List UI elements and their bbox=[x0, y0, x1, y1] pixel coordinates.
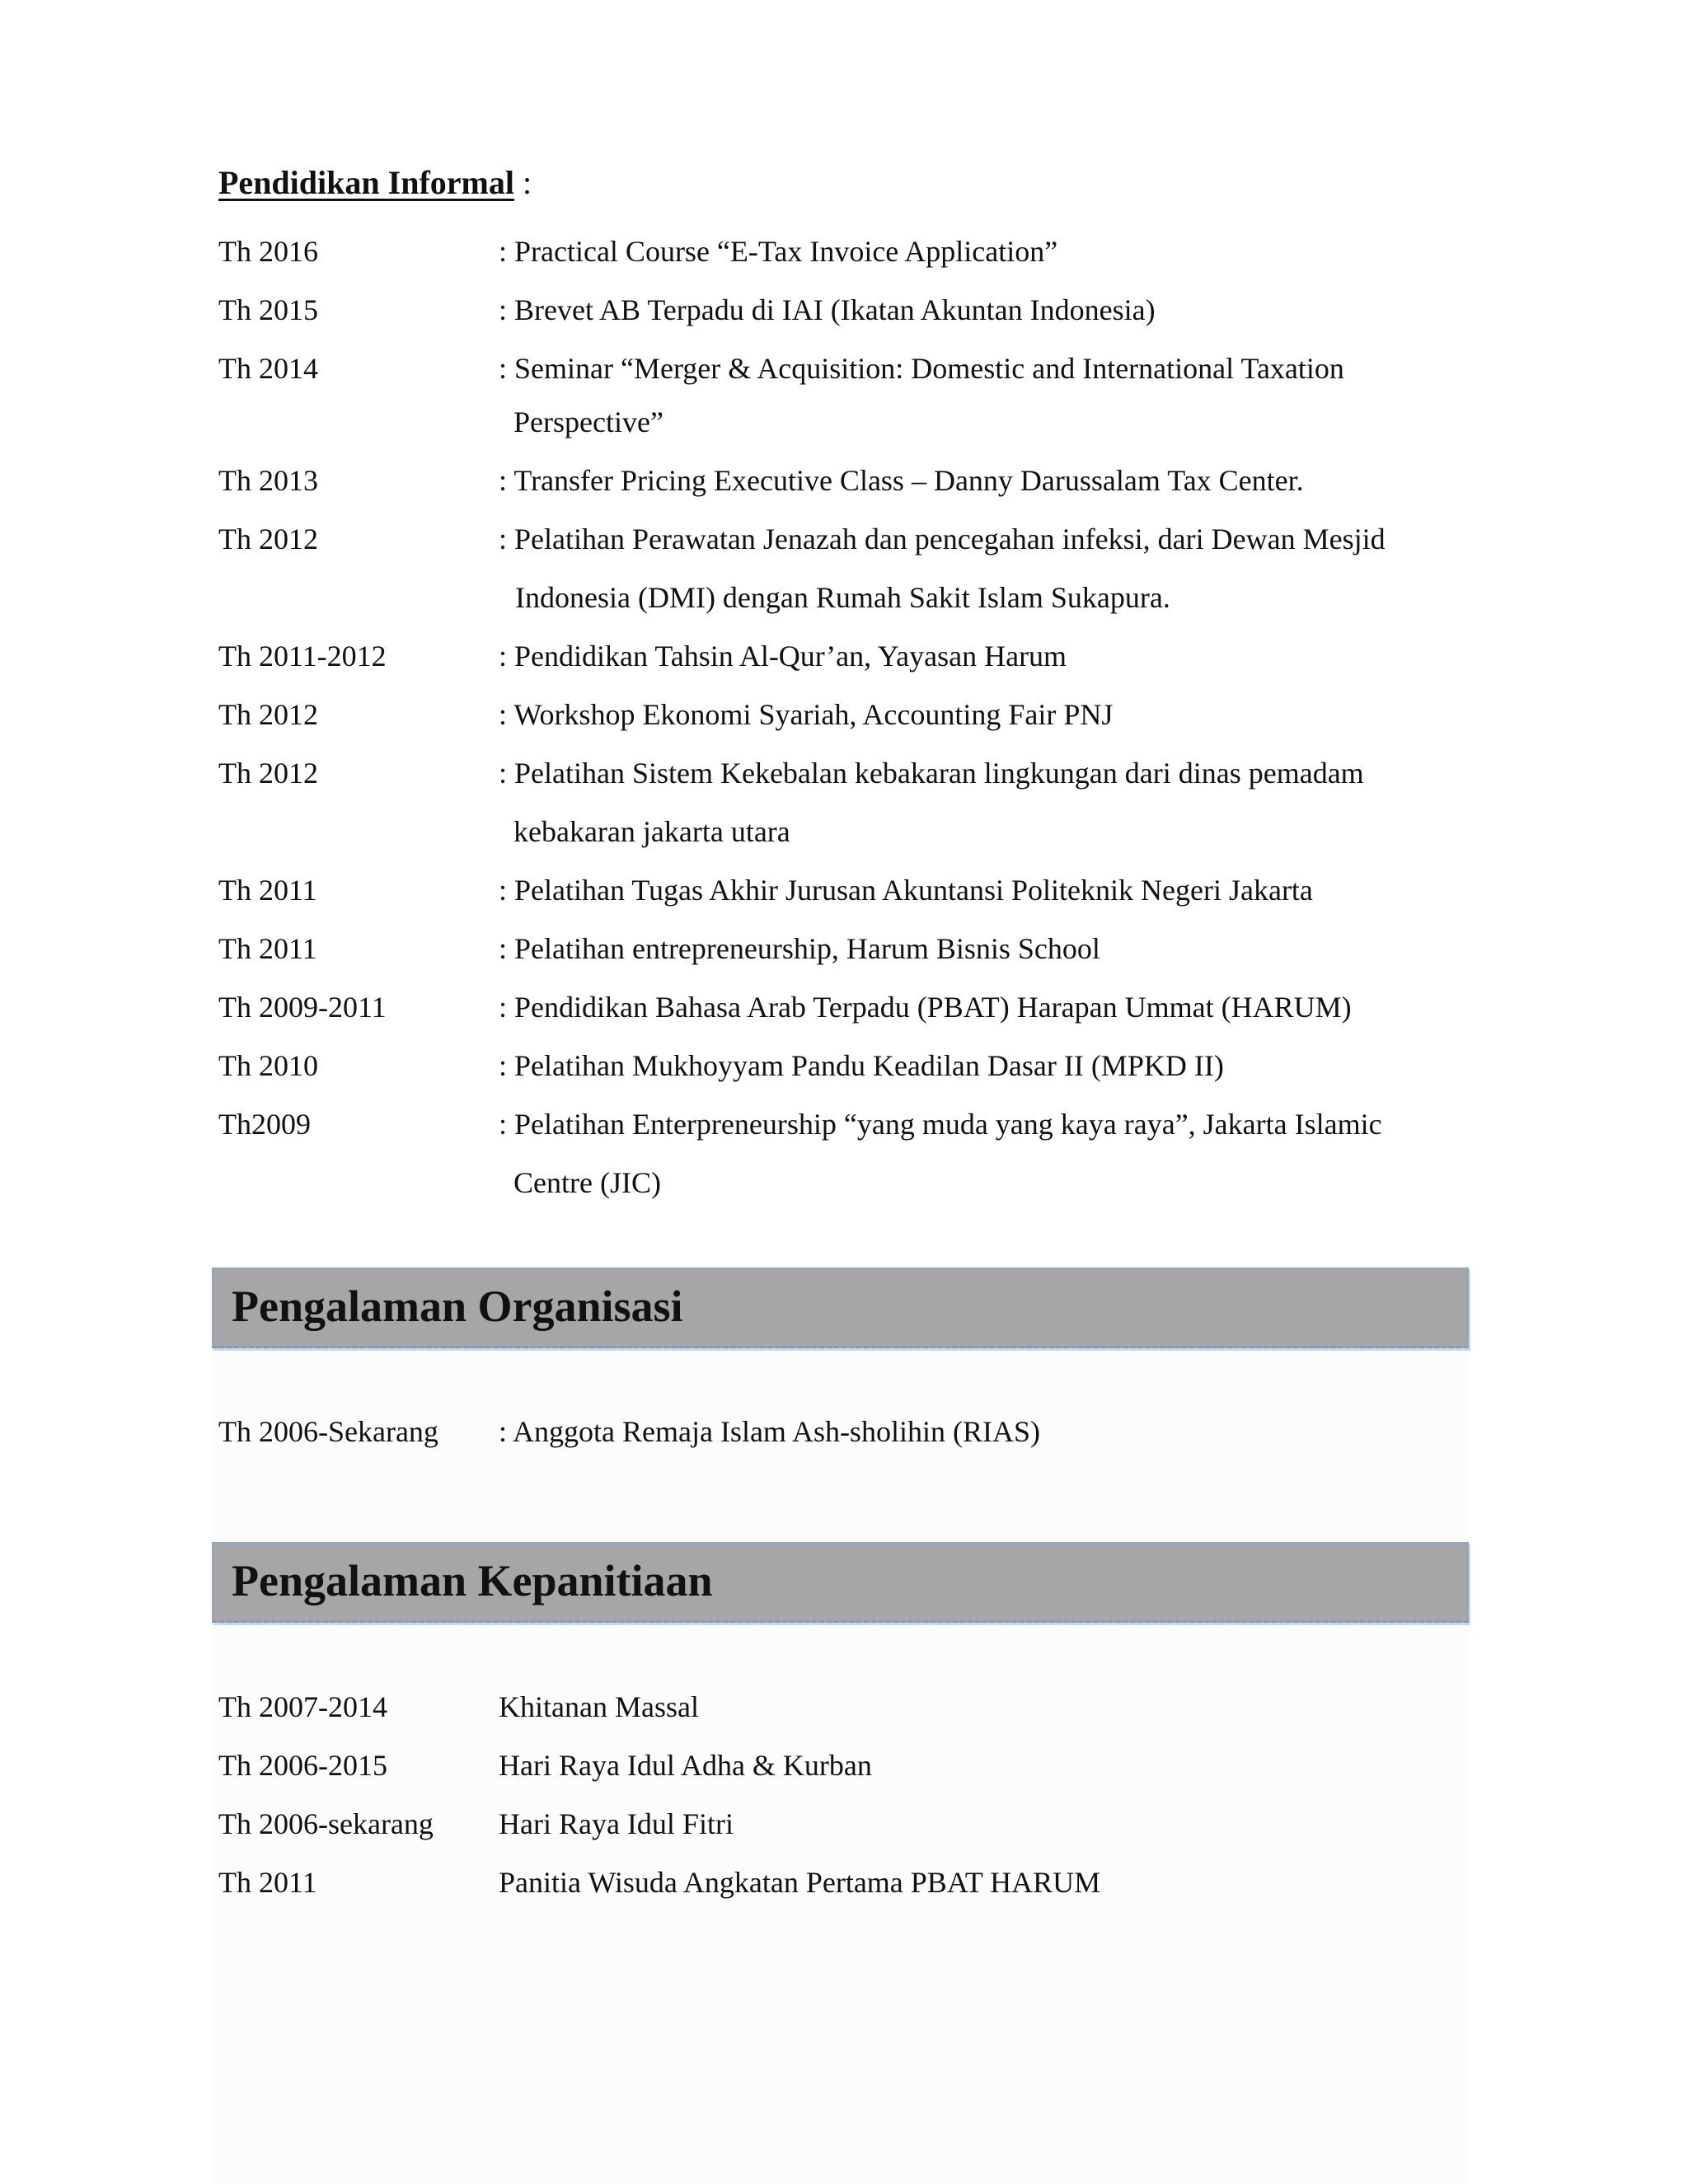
list-item bbox=[218, 1037, 1455, 1095]
list-item bbox=[218, 920, 1455, 978]
entry-year: Th 2007-2014 bbox=[218, 1690, 387, 1723]
entry-year: Th 2015 bbox=[218, 293, 318, 326]
entry-year: Th 2006-2015 bbox=[218, 1749, 387, 1782]
entry-year: Th 2009-2011 bbox=[218, 991, 387, 1024]
entry-description: : Pelatihan entrepreneurship, Harum Bisnis School bbox=[499, 932, 1100, 965]
list-item bbox=[218, 627, 1455, 686]
committee-experience-banner bbox=[212, 1542, 1469, 1623]
entry-description-continued: Indonesia (DMI) dengan Rumah Sakit Islam Sukapura. bbox=[515, 581, 1170, 614]
list-item bbox=[218, 686, 1455, 744]
heading-colon: : bbox=[513, 164, 532, 201]
list-item bbox=[218, 744, 1455, 861]
entry-description: Panitia Wisuda Angkatan Pertama PBAT HARUM bbox=[499, 1866, 1101, 1899]
list-item bbox=[218, 510, 1455, 627]
list-item bbox=[218, 340, 1455, 452]
committee-experience-list bbox=[218, 1678, 1455, 1912]
entry-description: : Seminar “Merger & Acquisition: Domestic and International Taxation bbox=[499, 352, 1344, 385]
entry-year: Th 2011-2012 bbox=[218, 640, 387, 673]
entry-description: : Brevet AB Terpadu di IAI (Ikatan Akuntan Indonesia) bbox=[499, 293, 1156, 326]
entry-description: : Practical Course “E-Tax Invoice Application” bbox=[499, 235, 1058, 268]
entry-year: Th 2006-sekarang bbox=[218, 1807, 434, 1840]
informal-education-heading bbox=[218, 163, 532, 202]
entry-year: Th 2012 bbox=[218, 523, 318, 555]
organization-experience-title: Pengalaman Organisasi bbox=[232, 1282, 683, 1331]
entry-description: : Transfer Pricing Executive Class – Danny Darussalam Tax Center. bbox=[499, 464, 1304, 497]
informal-education-list bbox=[218, 223, 1455, 1212]
entry-description: : Pelatihan Mukhoyyam Pandu Keadilan Dasar II (MPKD II) bbox=[499, 1049, 1224, 1082]
entry-description: : Pelatihan Perawatan Jenazah dan pencegahan infeksi, dari Dewan Mesjid bbox=[499, 523, 1386, 555]
entry-year: Th 2010 bbox=[218, 1049, 318, 1082]
entry-description: Hari Raya Idul Fitri bbox=[499, 1807, 734, 1840]
entry-description: : Pelatihan Sistem Kekebalan kebakaran lingkungan dari dinas pemadam bbox=[499, 757, 1364, 790]
entry-year: Th 2006-Sekarang bbox=[218, 1415, 438, 1448]
entry-description: : Anggota Remaja Islam Ash-sholihin (RIAS) bbox=[499, 1415, 1040, 1448]
entry-description-continued: Perspective” bbox=[513, 405, 663, 438]
list-item bbox=[218, 1736, 1455, 1795]
list-item bbox=[218, 978, 1455, 1037]
entry-description-continued: kebakaran jakarta utara bbox=[513, 815, 790, 848]
entry-description: : Workshop Ekonomi Syariah, Accounting Fair PNJ bbox=[499, 698, 1114, 731]
entry-description: : Pendidikan Bahasa Arab Terpadu (PBAT) Harapan Ummat (HARUM) bbox=[499, 991, 1352, 1024]
entry-description: : Pelatihan Tugas Akhir Jurusan Akuntansi Politeknik Negeri Jakarta bbox=[499, 874, 1313, 907]
entry-year: Th 2012 bbox=[218, 698, 318, 731]
list-item bbox=[218, 861, 1455, 920]
entry-description: Khitanan Massal bbox=[499, 1690, 699, 1723]
organization-experience-banner bbox=[212, 1268, 1469, 1348]
entry-year: Th 2016 bbox=[218, 235, 318, 268]
committee-experience-title: Pengalaman Kepanitiaan bbox=[232, 1556, 713, 1605]
list-item bbox=[218, 1678, 1455, 1736]
list-item bbox=[218, 1854, 1455, 1912]
entry-year: Th 2014 bbox=[218, 352, 318, 385]
list-item bbox=[218, 281, 1455, 340]
list-item bbox=[218, 452, 1455, 510]
list-item bbox=[218, 1403, 1455, 1461]
entry-year: Th 2012 bbox=[218, 757, 318, 790]
entry-year: Th 2013 bbox=[218, 464, 318, 497]
list-item bbox=[218, 1095, 1455, 1212]
entry-year: Th 2011 bbox=[218, 1866, 317, 1899]
entry-year: Th 2011 bbox=[218, 932, 317, 965]
entry-description: : Pendidikan Tahsin Al-Qur’an, Yayasan Harum bbox=[499, 640, 1067, 673]
list-item bbox=[218, 223, 1455, 281]
entry-year: Th 2011 bbox=[218, 874, 317, 907]
entry-description: Hari Raya Idul Adha & Kurban bbox=[499, 1749, 872, 1782]
entry-year: Th2009 bbox=[218, 1108, 311, 1141]
entry-description: : Pelatihan Enterpreneurship “yang muda yang kaya raya”, Jakarta Islamic bbox=[499, 1108, 1382, 1141]
list-item bbox=[218, 1795, 1455, 1854]
organization-experience-list bbox=[218, 1403, 1455, 1461]
informal-education-title: Pendidikan Informal bbox=[218, 164, 514, 201]
entry-description-continued: Centre (JIC) bbox=[513, 1166, 661, 1199]
